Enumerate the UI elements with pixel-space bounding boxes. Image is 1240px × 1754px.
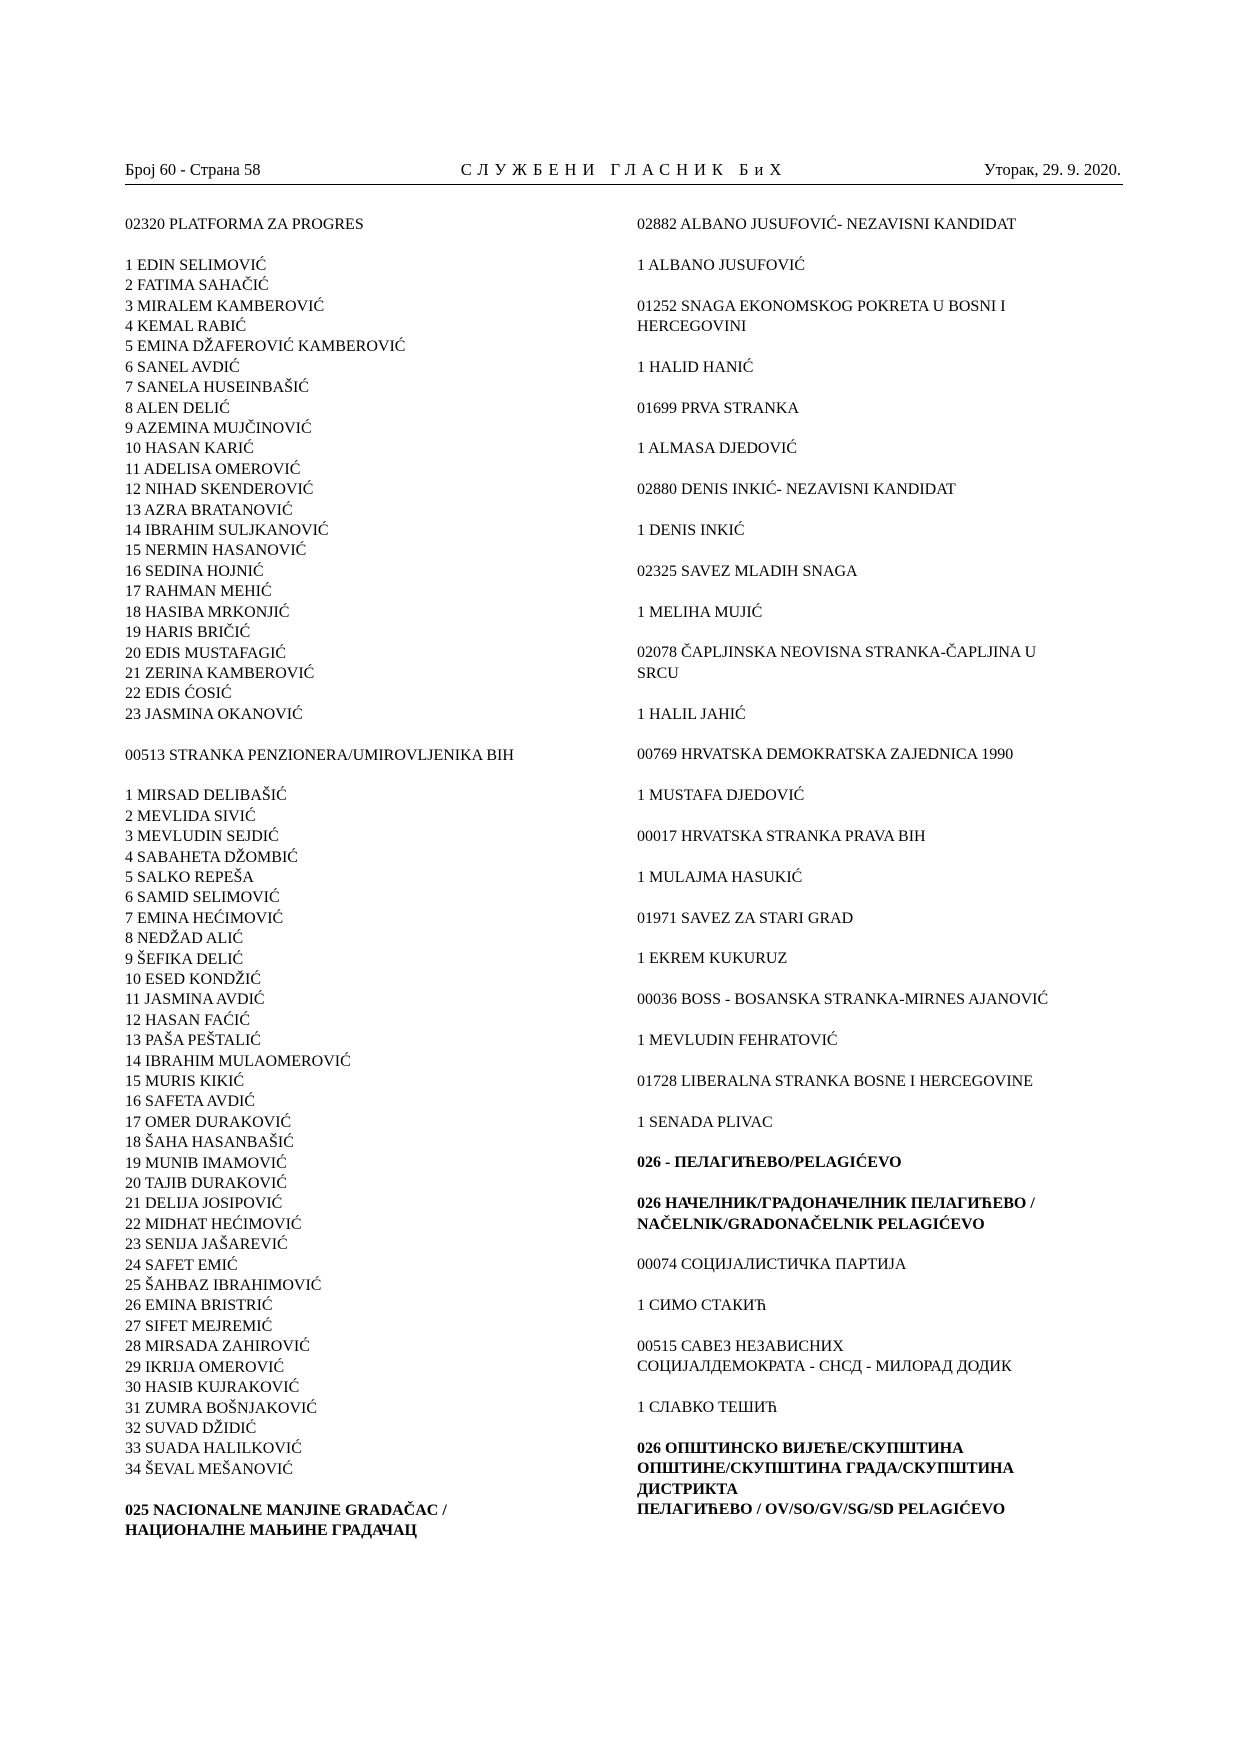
party-title: 02325 SAVEZ MLADIH SNAGA (637, 562, 858, 580)
candidate-entry: 1 EKREM KUKURUZ (637, 950, 788, 968)
candidate-entry: 23 JASMINA OKANOVIĆ (125, 705, 303, 723)
candidate-entry: 6 SANEL AVDIĆ (125, 358, 240, 376)
candidate-entry: 20 TAJIB DURAKOVIĆ (125, 1175, 287, 1193)
party-title: 01699 PRVA STRANKA (637, 399, 800, 417)
candidate-entry: 10 ESED KONDŽIĆ (125, 970, 261, 988)
candidate-entry: 1 ALBANO JUSUFOVIĆ (637, 256, 806, 274)
district-heading: НАЦИОНАЛНЕ МАЊИНЕ ГРАДАЧАЦ (125, 1521, 417, 1539)
assembly-heading: ПЕЛАГИЋЕВО / OV/SO/GV/SG/SD PELAGIĆEVO (637, 1501, 1006, 1519)
party-title: 00074 СОЦИЈАЛИСТИЧКА ПАРТИЈА (637, 1256, 907, 1274)
candidate-entry: 6 SAMID SELIMOVIĆ (125, 889, 280, 907)
party-title: 00515 САВЕЗ НЕЗАВИСНИХ (637, 1337, 844, 1355)
party-title: СОЦИЈАЛДЕМОКРАТА - СНСД - МИЛОРАД ДОДИК (637, 1358, 1012, 1376)
party-title: 02078 ČAPLJINSKA NEOVISNA STRANKA-ČAPLJINA U (637, 644, 1037, 662)
page-header (125, 160, 1123, 185)
candidate-entry: 26 EMINA BRISTRIĆ (125, 1297, 273, 1315)
candidate-entry: 34 ŠEVAL MEŠANOVIĆ (125, 1460, 294, 1478)
candidate-entry: 2 MEVLIDA SIVIĆ (125, 807, 256, 825)
candidate-entry: 11 JASMINA AVDIĆ (125, 991, 265, 1009)
candidate-entry: 19 HARIS BRIČIĆ (125, 624, 251, 642)
candidate-entry: 20 EDIS MUSTAFAGIĆ (125, 644, 287, 662)
candidate-entry: 5 SALKO REPEŠA (125, 868, 254, 886)
party-title: 00017 HRVATSKA STRANKA PRAVA BIH (637, 827, 926, 845)
party-title: 00769 HRVATSKA DEMOKRATSKA ZAJEDNICA 1990 (637, 746, 1014, 764)
candidate-entry: 21 ZERINA KAMBEROVIĆ (125, 664, 315, 682)
candidate-entry: 1 HALIL JAHIĆ (637, 705, 746, 723)
candidate-entry: 11 ADELISA OMEROVIĆ (125, 460, 301, 478)
candidate-entry: 7 SANELA HUSEINBAŠIĆ (125, 379, 310, 397)
candidate-entry: 9 ŠEFIKA DELIĆ (125, 950, 244, 968)
candidate-entry: 22 MIDHAT HEĆIMOVIĆ (125, 1215, 302, 1233)
candidate-entry: 27 SIFET MEJREMIĆ (125, 1317, 273, 1335)
party-title: 02320 PLATFORMA ZA PROGRES (125, 216, 364, 233)
party-title: 02882 ALBANO JUSUFOVIĆ- NEZAVISNI KANDIDAT (637, 216, 1017, 233)
candidate-entry: 10 HASAN KARIĆ (125, 440, 254, 458)
candidate-entry: 22 EDIS ĆOSIĆ (125, 685, 232, 703)
assembly-heading: ДИСТРИКТА (637, 1480, 738, 1498)
candidate-entry: 13 PAŠA PEŠTALIĆ (125, 1032, 261, 1050)
candidate-entry: 5 EMINA DŽAFEROVIĆ KAMBEROVIĆ (125, 338, 406, 356)
gazette-title: СЛУЖБЕНИ ГЛАСНИК БиХ (460, 160, 788, 179)
candidate-entry: 1 EDIN SELIMOVIĆ (125, 256, 267, 274)
assembly-heading: 026 ОПШТИНСКО ВИЈЕЋЕ/СКУПШТИНА (637, 1439, 964, 1457)
issue-date: Уторак, 29. 9. 2020. (983, 160, 1121, 179)
assembly-heading: ОПШТИНЕ/СКУПШТИНА ГРАДА/СКУПШТИНА (637, 1460, 1015, 1478)
candidate-entry: 17 OMER DURAKOVIĆ (125, 1113, 292, 1131)
candidate-entry: 1 SENADA PLIVAC (637, 1113, 773, 1131)
candidate-entry: 28 MIRSADA ZAHIROVIĆ (125, 1338, 310, 1356)
candidate-entry: 8 ALEN DELIĆ (125, 399, 230, 417)
candidate-entry: 1 MELIHA MUJIĆ (637, 603, 763, 621)
candidate-entry: 3 MEVLUDIN SEJDIĆ (125, 828, 279, 846)
candidate-entry: 13 AZRA BRATANOVIĆ (125, 501, 293, 519)
candidate-entry: 12 NIHAD SKENDEROVIĆ (125, 481, 314, 499)
candidate-entry: 9 AZEMINA MUJČINOVIĆ (125, 420, 312, 438)
candidate-entry: 1 MULAJMA HASUKIĆ (637, 868, 803, 886)
candidate-entry: 17 RAHMAN MEHIĆ (125, 583, 272, 601)
candidate-entry: 3 MIRALEM KAMBEROVIĆ (125, 297, 325, 315)
candidate-entry: 1 ALMASA DJEDOVIĆ (637, 440, 798, 458)
party-title: 01252 SNAGA EKONOMSKOG POKRETA U BOSNI I (637, 297, 1006, 315)
candidate-entry: 16 SEDINA HOJNIĆ (125, 562, 264, 580)
candidate-entry: 16 SAFETA AVDIĆ (125, 1093, 256, 1111)
candidate-entry: 4 SABAHETA DŽOMBIĆ (125, 848, 298, 866)
party-title: 01971 SAVEZ ZA STARI GRAD (637, 909, 854, 927)
candidate-entry: 30 HASIB KUJRAKOVIĆ (125, 1379, 300, 1397)
candidate-entry: 14 IBRAHIM MULAOMEROVIĆ (125, 1052, 351, 1070)
municipality-heading: 026 - ПЕЛАГИЋЕВО/PELAGIĆEVO (637, 1154, 902, 1172)
candidate-list (125, 256, 615, 725)
candidate-entry: 1 HALID HANIĆ (637, 358, 754, 376)
candidate-entry: 32 SUVAD DŽIDIĆ (125, 1419, 257, 1437)
candidate-entry: 18 HASIBA MRKONJIĆ (125, 603, 290, 621)
candidate-entry: 15 MURIS KIKIĆ (125, 1073, 245, 1091)
candidate-list (125, 786, 615, 1480)
candidate-entry: 7 EMINA HEĆIMOVIĆ (125, 909, 284, 927)
candidate-entry: 1 DENIS INKIĆ (637, 521, 745, 539)
candidate-entry: 23 SENIJA JAŠAREVIĆ (125, 1236, 288, 1254)
candidate-entry: 25 ŠAHBAZ IBRAHIMOVIĆ (125, 1277, 322, 1295)
party-title: HERCEGOVINI (637, 318, 747, 335)
candidate-entry: 21 DELIJA JOSIPOVIĆ (125, 1195, 283, 1213)
candidate-entry: 1 MUSTAFA DJEDOVIĆ (637, 787, 805, 805)
candidate-entry: 1 MEVLUDIN FEHRATOVIĆ (637, 1031, 838, 1049)
district-heading: 025 NACIONALNE MANJINE GRADAČAC / (125, 1501, 447, 1519)
candidate-entry: 18 ŠAHA HASANBAŠIĆ (125, 1134, 294, 1152)
candidate-entry: 4 KEMAL RABIĆ (125, 318, 247, 336)
candidate-entry: 12 HASAN FAĆIĆ (125, 1011, 251, 1029)
office-heading: 026 НАЧЕЛНИК/ГРАДОНАЧЕЛНИК ПЕЛАГИЋЕВО / (637, 1195, 1035, 1213)
candidate-entry: 24 SAFET EMIĆ (125, 1256, 238, 1274)
candidate-entry: 1 СИМО СТАКИЋ (637, 1297, 767, 1315)
left-column (125, 215, 615, 1541)
party-title: 02880 DENIS INKIĆ- NEZAVISNI KANDIDAT (637, 481, 956, 499)
candidate-entry: 29 IKRIJA OMEROVIĆ (125, 1358, 285, 1376)
candidate-entry: 1 MIRSAD DELIBAŠIĆ (125, 787, 287, 805)
candidate-entry: 19 MUNIB IMAMOVIĆ (125, 1154, 287, 1172)
candidate-entry: 14 IBRAHIM SULJKANOVIĆ (125, 522, 329, 540)
party-title: 01728 LIBERALNA STRANKA BOSNE I HERCEGOVINE (637, 1072, 1033, 1090)
candidate-entry: 2 FATIMA SAHAČIĆ (125, 277, 269, 295)
right-column (637, 215, 1122, 1521)
party-title: 00036 BOSS - BOSANSKA STRANKA-MIRNES AJANOVIĆ (637, 991, 1049, 1009)
candidate-entry: 31 ZUMRA BOŠNJAKOVIĆ (125, 1399, 318, 1417)
office-heading: NAČELNIK/GRADONAČELNIK PELAGIĆEVO (637, 1215, 985, 1233)
party-title: 00513 STRANKA PENZIONERA/UMIROVLJENIKA BIH (125, 746, 514, 764)
party-title: SRCU (637, 664, 679, 682)
candidate-entry: 15 NERMIN HASANOVIĆ (125, 542, 307, 560)
candidate-entry: 33 SUADA HALILKOVIĆ (125, 1440, 302, 1458)
candidate-entry: 8 NEDŽAD ALIĆ (125, 930, 244, 948)
candidate-entry: 1 СЛАВКО ТЕШИЋ (637, 1399, 778, 1417)
page-number: Број 60 - Страна 58 (125, 160, 261, 179)
